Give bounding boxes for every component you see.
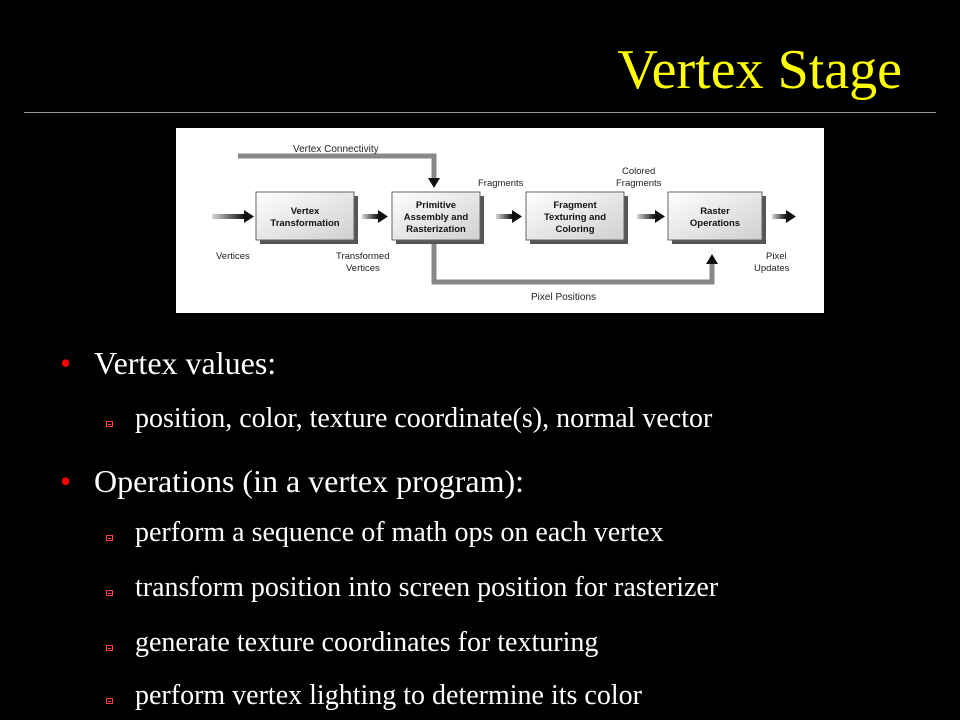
label-fragments: Fragments xyxy=(478,178,524,189)
label-transformed-1: Transformed xyxy=(336,251,390,262)
stage-box-line: Coloring xyxy=(555,224,595,235)
stage-box-line: Primitive xyxy=(415,200,457,211)
stage-box-line: Raster xyxy=(700,206,730,217)
label-transformed-2: Vertices xyxy=(346,263,380,274)
label-vertices: Vertices xyxy=(216,251,250,262)
stage-box-line: Operations xyxy=(689,218,741,229)
label-pixel-1: Pixel xyxy=(766,251,787,262)
label-colored-2: Fragments xyxy=(616,178,662,189)
bullet-operations: Operations (in a vertex program): xyxy=(94,463,525,499)
stage-box-line: Transformation xyxy=(270,218,340,229)
stage-box-line: Fragment xyxy=(553,200,597,211)
slide-title: Vertex Stage xyxy=(617,39,902,101)
sub-bullet-marker xyxy=(106,645,113,651)
label-colored-1: Colored xyxy=(622,166,656,177)
bullet-marker: • xyxy=(60,463,72,499)
sub-bullet-item: position, color, texture coordinate(s), normal vector xyxy=(135,403,713,434)
sub-bullet-marker xyxy=(106,535,113,541)
sub-bullet-marker xyxy=(106,698,113,704)
connectivity-label: Vertex Connectivity xyxy=(293,144,379,155)
sub-bullet-item: perform a sequence of math ops on each vertex xyxy=(135,517,664,548)
label-pixel-2: Updates xyxy=(754,263,790,274)
sub-bullet-item: generate texture coordinates for texturing xyxy=(135,627,599,658)
pixel-positions-label: Pixel Positions xyxy=(531,292,597,303)
sub-bullet-marker xyxy=(106,590,113,596)
stage-box-line: Assembly and xyxy=(403,212,469,223)
sub-bullet-marker xyxy=(106,421,113,427)
bullet-marker: • xyxy=(60,345,72,381)
stage-box-line: Rasterization xyxy=(406,224,466,235)
sub-bullet-item: perform vertex lighting to determine its color xyxy=(135,680,642,711)
stage-box-line: Vertex xyxy=(290,206,320,217)
stage-box-line: Texturing and xyxy=(543,212,607,223)
sub-bullet-item: transform position into screen position for rasterizer xyxy=(135,572,719,603)
bullet-vertex-values: Vertex values: xyxy=(94,345,277,381)
